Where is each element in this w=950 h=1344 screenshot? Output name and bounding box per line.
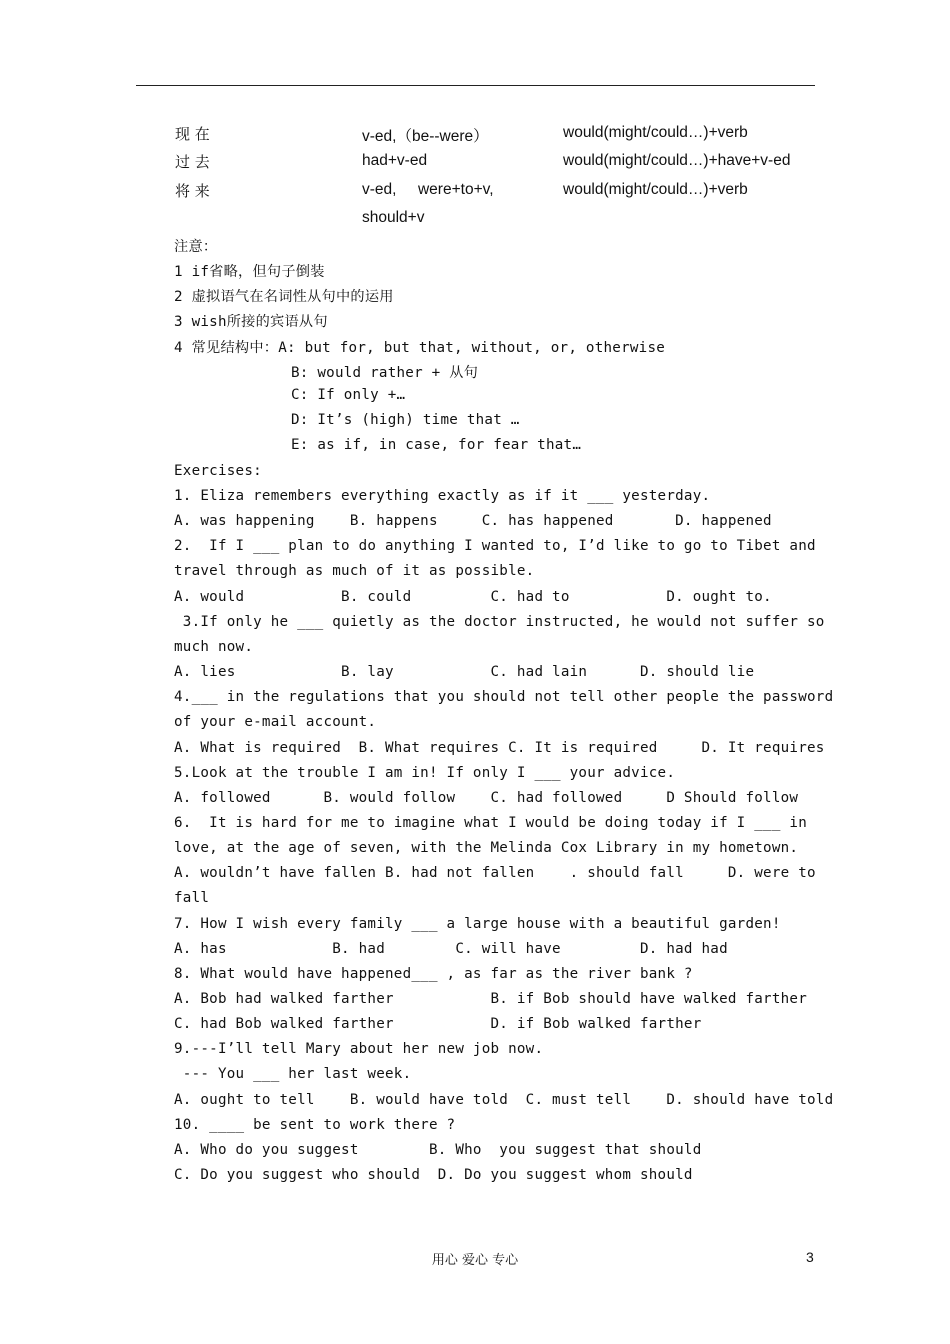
- exercise-line: A. lies B. lay C. had lain D. should lie: [174, 664, 755, 681]
- tense-past: 过 去: [175, 153, 210, 171]
- exercise-line: 6. It is hard for me to imagine what I would be doing today if I ___ in: [174, 814, 807, 831]
- exercise-line: of your e-mail account.: [174, 714, 377, 731]
- exercise-line: 5.Look at the trouble I am in! If only I ___ your advice.: [174, 764, 676, 781]
- note-item: 3 wish所接的宾语从句: [174, 314, 328, 330]
- exercise-line: A. Bob had walked farther B. if Bob should have walked farther: [174, 991, 807, 1007]
- exercise-line: much now.: [174, 638, 254, 655]
- exercise-line: 8. What would have happened___ , as far as the river bank ?: [174, 965, 693, 982]
- exercise-line: A. has B. had C. will have D. had had: [174, 940, 728, 957]
- exercise-line: A. wouldn’t have fallen B. had not fallen . should fall D. were to: [174, 865, 816, 882]
- exercise-line: --- You ___ her last week.: [174, 1066, 412, 1083]
- exercise-line: A. followed B. would follow C. had followed D Should follow: [174, 789, 799, 806]
- exercise-line: 4.___ in the regulations that you should not tell other people the password: [174, 689, 834, 706]
- exercise-line: C. had Bob walked farther D. if Bob walked farther: [174, 1016, 702, 1033]
- page-number: 3: [806, 1249, 814, 1265]
- exercise-line: love, at the age of seven, with the Melinda Cox Library in my hometown.: [174, 840, 799, 857]
- exercise-line: fall: [174, 890, 210, 907]
- exercise-line: 3.If only he ___ quietly as the doctor instructed, he would not suffer so: [174, 613, 825, 630]
- exercises-heading: Exercises:: [174, 463, 262, 479]
- note-sub-item: D: It’s (high) time that …: [291, 412, 520, 428]
- exercise-line: A. would B. could C. had to D. ought to.: [174, 588, 772, 605]
- main-clause-present: would(might/could…)+verb: [563, 124, 748, 141]
- if-clause-present: v-ed,（be--were）: [362, 128, 489, 145]
- note-sub-item: C: If only +…: [291, 387, 406, 403]
- tense-future: 将 来: [175, 182, 210, 200]
- exercise-line: C. Do you suggest who should D. Do you suggest whom should: [174, 1167, 693, 1184]
- exercise-line: travel through as much of it as possible.: [174, 563, 535, 580]
- header-rule: [136, 85, 815, 86]
- exercise-line: 9.---I’ll tell Mary about her new job now.: [174, 1041, 544, 1058]
- if-clause-future: v-ed, were+to+v,: [362, 181, 494, 198]
- exercise-line: A. Who do you suggest B. Who you suggest that should: [174, 1141, 702, 1158]
- footer-text: 用心 爱心 专心: [431, 1253, 519, 1268]
- exercise-line: 2. If I ___ plan to do anything I wanted to, I’d like to go to Tibet and: [174, 538, 816, 555]
- note-item: 1 if省略，但句子倒装: [174, 264, 325, 280]
- note-sub-item: E: as if, in case, for fear that…: [291, 437, 582, 453]
- if-clause-future-extra: should+v: [362, 209, 425, 226]
- exercise-line: A. What is required B. What requires C. It is required D. It requires: [174, 739, 825, 756]
- main-clause-future: would(might/could…)+verb: [563, 181, 748, 198]
- exercise-line: 1. Eliza remembers everything exactly as if it ___ yesterday.: [174, 488, 711, 504]
- exercise-line: 7. How I wish every family ___ a large house with a beautiful garden!: [174, 915, 781, 932]
- tense-present: 现 在: [175, 125, 210, 143]
- exercise-line: 10. ____ be sent to work there ?: [174, 1116, 456, 1133]
- if-clause-past: had+v-ed: [362, 152, 428, 169]
- note-sub-item: B: would rather + 从句: [291, 365, 479, 381]
- main-clause-past: would(might/could…)+have+v-ed: [563, 152, 791, 169]
- exercise-line: A. was happening B. happens C. has happened D. happened: [174, 513, 772, 530]
- notes-heading: 注意：: [174, 239, 218, 255]
- note-item: 2 虚拟语气在名词性从句中的运用: [174, 289, 394, 305]
- exercise-line: A. ought to tell B. would have told C. must tell D. should have told: [174, 1091, 834, 1108]
- note-item: 4 常见结构中：A: but for, but that, without, or, otherwise: [174, 340, 666, 356]
